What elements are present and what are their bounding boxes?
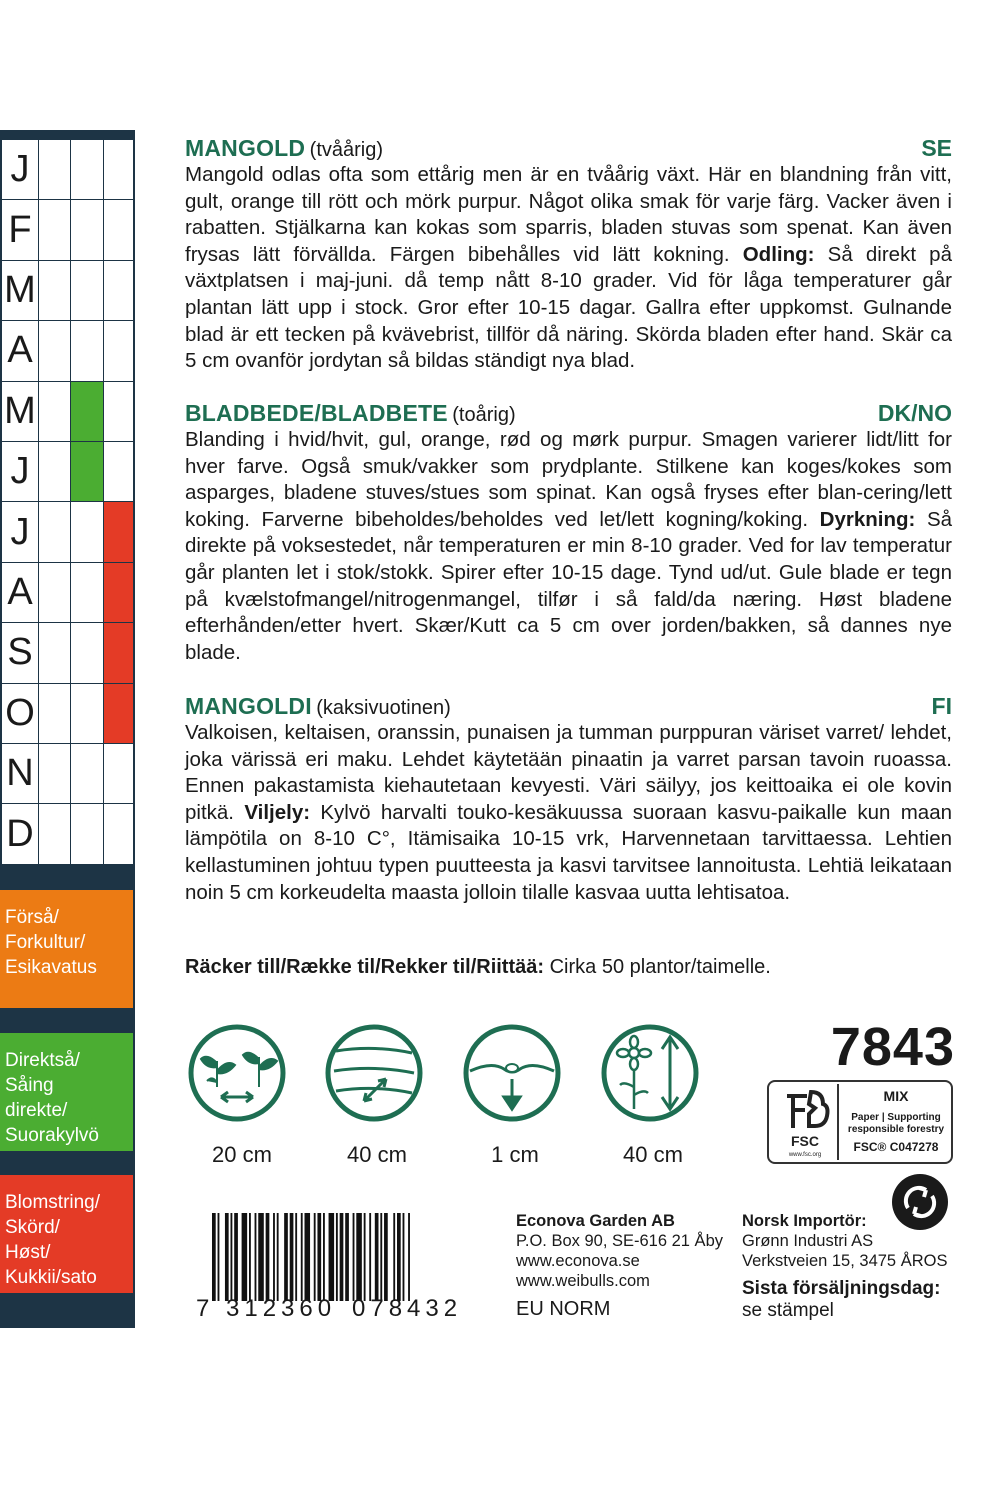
barcode-bar: [277, 1213, 279, 1301]
calendar-month-row: [2, 502, 133, 562]
calendar-cell-forsa: [38, 804, 70, 863]
calendar-cell-blomstring: [103, 261, 133, 320]
calendar-cell-blomstring: [103, 200, 133, 259]
section-body: Blanding i hvid/hvit, gul, orange, rød og mørk purpur. Smagen varierer lidt/litt for hver farve. Også smuk/vakker som prydplante. Stilkene kan koges/kokes som asparges, bladene stuves/stues som spinat. Kan også fryses efter blan-cering/lett koking. Farverne bibeholdes/beholdes ved let/lett kogning/koking. Dyrkning: Så direkte på voksestedet, når temperaturen er min 8-10 grader. Ved for lav temperatur går planten let i stok/stokk. Spirer efter 10-15 dage. Tynd ud/ut. Gule blade er tegn på kvælstofmangel/nitrogenmangel, tilfør i så fald/da næring. Høst bladene efterhånden/etter hvert. Skær/Kutt ca 5 cm over jorden/bakken, så dannes nye blade.: [185, 428, 953, 664]
legend-blomstring-line: Høst/: [5, 1242, 51, 1263]
calendar-cell-forsa: [38, 623, 70, 682]
company-address: [516, 1211, 723, 1291]
barcode-bar: [408, 1213, 410, 1301]
barcode-bar: [375, 1213, 379, 1301]
barcode-bar: [218, 1213, 220, 1301]
barcode-bar: [356, 1213, 362, 1301]
calendar-cell-blomstring: [103, 382, 133, 441]
legend-forsa-line: Forkultur/: [5, 932, 86, 953]
calendar-cell-blomstring: [103, 502, 133, 561]
barcode-bar: [234, 1213, 238, 1301]
calendar-cell-forsa: [38, 140, 70, 199]
sowing-depth-label: 1 cm: [491, 1142, 539, 1167]
calendar-month-row: [2, 140, 133, 200]
barcode-bar: [340, 1213, 344, 1301]
calendar-month-row: [2, 563, 133, 623]
company-web2: www.weibulls.com: [516, 1272, 650, 1290]
importer-street: Verkstveien 15, 3475 ÅROS: [742, 1252, 948, 1270]
calendar-cell-blomstring: [103, 684, 133, 743]
barcode-bar: [249, 1213, 251, 1301]
barcode: [196, 1213, 470, 1323]
calendar-month-row: [2, 261, 133, 321]
plant-height-label: 40 cm: [623, 1142, 683, 1167]
barcode-bar: [345, 1213, 349, 1301]
calendar-cell-blomstring: [103, 442, 133, 501]
language-code: FI: [931, 693, 952, 719]
month-letter: F: [8, 208, 32, 251]
barcode-bar: [336, 1213, 338, 1301]
calendar-cell-forsa: [38, 744, 70, 803]
calendar-cell-forsa: [38, 200, 70, 259]
plant-height-icon: [600, 1023, 700, 1123]
calendar-cell-forsa: [38, 684, 70, 743]
barcode-bar: [284, 1213, 288, 1301]
calendar-cell-direktsa: [70, 140, 103, 199]
barcode-digits-right: 078432: [352, 1295, 463, 1322]
barcode-bar: [314, 1213, 316, 1301]
calendar-cell-direktsa: [70, 261, 103, 320]
barcode-bar: [364, 1213, 366, 1301]
month-letter: M: [4, 389, 36, 432]
calendar-month-row: [2, 684, 133, 744]
section-title: BLADBEDE/BLADBETE: [185, 400, 448, 426]
barcode-digit-first: 7: [196, 1295, 211, 1322]
barcode-bar: [266, 1213, 270, 1301]
yield-label: Räcker till/Række til/Rekker til/Riittää:: [185, 956, 545, 978]
barcode-bar: [212, 1213, 216, 1301]
barcode-bar: [353, 1213, 355, 1301]
barcode-bar: [403, 1213, 405, 1301]
language-code: SE: [921, 135, 952, 161]
calendar-month-row: [2, 623, 133, 683]
section-subtitle: (tvåårig): [309, 139, 384, 161]
yield-line: [185, 956, 771, 979]
calendar-cell-forsa: [38, 382, 70, 441]
calendar-month-row: [2, 744, 133, 804]
calendar-month-row: [2, 200, 133, 260]
section-title: MANGOLDI: [185, 693, 312, 719]
legend-blomstring-line: Blomstring/: [5, 1192, 101, 1213]
product-number: 7843: [830, 1017, 955, 1077]
barcode-bar: [290, 1213, 294, 1301]
calendar-cell-direktsa: [70, 623, 103, 682]
month-letter: D: [6, 812, 34, 855]
row-spacing-label: 40 cm: [347, 1142, 407, 1167]
calendar-cell-direktsa: [70, 321, 103, 380]
sowing-depth-icon: [462, 1023, 562, 1123]
fsc-mix: MIX: [883, 1088, 909, 1104]
barcode-digits-left: 312360: [226, 1295, 337, 1322]
barcode-bar: [225, 1213, 229, 1301]
barcode-bars: [210, 1213, 470, 1301]
section-fi: [185, 693, 952, 906]
section-body: Valkoisen, keltaisen, oranssin, punaisen ja tumman purppuran väriset varret/ lehdet, joka värissä eri maku. Lehdet käytetään pinaatin ja varret parsan tavoin ruoassa. Ennen pakastamista kiehautetaan kevyesti. Väri säilyy, jos keittoaika ei ole kovin pitkä. Viljely: Kylvö harvalti touko-kesäkuussa suoraan kasvu-paikalle kun maan lämpötila on 8-10 C°, Itämisaika 10-15 vrk, Harvennetaan tarvittaessa. Lehtien kellastuminen johtuu typen puutteesta ja kasvi tarvitsee lannoitusta. Lehtiä leikataan noin 5 cm korkeudelta maasta jolloin tilalle kasvaa uutta lehtisatoa.: [185, 721, 953, 904]
last-sale-value: se stämpel: [742, 1300, 834, 1321]
barcode-bar: [295, 1213, 297, 1301]
yield-value: Cirka 50 plantor/taimelle.: [549, 956, 771, 978]
calendar-cell-direktsa: [70, 684, 103, 743]
section-title: MANGOLD: [185, 135, 306, 161]
month-letter: O: [5, 691, 35, 734]
section-subtitle: (kaksivuotinen): [316, 697, 451, 719]
calendar-cell-forsa: [38, 321, 70, 380]
legend-blomstring: [0, 1175, 133, 1293]
barcode-bar: [242, 1213, 248, 1301]
section-body: Mangold odlas ofta som ettårig men är en tvåårig växt. Här en blandning från vitt, gult, orange till rött och mörk purpur. Något olika smak för varje färg. Vacker även i rabatten. Stjälkarna kan kokas som sparris, bladen stuvas som spenat. Kan även frysas lätt förvällda. Färgen bibehålles vid lätt kokning. Odling: Så direkt på växtplatsen i maj-juni. då temp nått 8-10 grader. Vid för låga temperaturer går plantan lätt upp i stock. Gror efter 10-15 dagar. Gallra efter uppkomst. Gulnande blad är ett tecken på kvävebrist, tillför då näring. Skörda bladen efter hand. Skär ca 5 cm ovanför jordytan så bildas ständigt nya blad.: [185, 163, 952, 373]
calendar-month-row: [2, 804, 133, 864]
calendar-cell-direktsa: [70, 744, 103, 803]
barcode-bar: [317, 1213, 321, 1301]
legend-direkt-line: Direktså/: [5, 1050, 80, 1071]
section-se: [185, 135, 952, 375]
plant-spacing-icon: [187, 1023, 287, 1123]
barcode-bar: [255, 1213, 257, 1301]
company-name: Econova Garden AB: [516, 1212, 675, 1230]
fsc-logo: [767, 1080, 953, 1164]
legend-direktsa: [0, 1033, 133, 1151]
barcode-bar: [305, 1213, 311, 1301]
fsc-url: www.fsc.org: [788, 1152, 822, 1158]
calendar-cell-blomstring: [103, 321, 133, 380]
sowing-calendar: [0, 130, 135, 1328]
fsc-tree-icon: [777, 1086, 833, 1158]
month-grid: [2, 140, 133, 865]
language-code: DK/NO: [877, 400, 952, 426]
legend-forsa-line: Förså/: [5, 907, 59, 928]
legend-direkt-line: Suorakylvö: [5, 1125, 99, 1146]
plant-spacing-label: 20 cm: [212, 1142, 272, 1167]
legend-direkt-line: direkte/: [5, 1100, 68, 1121]
calendar-cell-forsa: [38, 563, 70, 622]
fsc-line1: Paper | Supporting: [851, 1112, 941, 1123]
last-sale-label: Sista försäljningsdag:: [742, 1278, 941, 1299]
last-sale-date: [742, 1278, 940, 1322]
calendar-month-row: [2, 382, 133, 442]
month-letter: J: [10, 148, 30, 191]
calendar-cell-direktsa: [70, 563, 103, 622]
legend-direkt-line: Såing: [5, 1075, 54, 1096]
calendar-cell-forsa: [38, 261, 70, 320]
fsc-code: FSC® C047278: [853, 1140, 939, 1154]
calendar-cell-forsa: [38, 502, 70, 561]
calendar-cell-direktsa: [70, 442, 103, 501]
company-web1: www.econova.se: [516, 1252, 640, 1270]
barcode-bar: [301, 1213, 303, 1301]
barcode-bar: [393, 1213, 395, 1301]
company-postal: P.O. Box 90, SE-616 21 Åby: [516, 1232, 723, 1250]
row-spacing-icon: [324, 1023, 424, 1123]
month-letter: A: [7, 329, 33, 372]
month-letter: N: [6, 752, 34, 795]
barcode-bar: [231, 1213, 233, 1301]
calendar-cell-blomstring: [103, 563, 133, 622]
calendar-cell-blomstring: [103, 804, 133, 863]
barcode-bar: [329, 1213, 335, 1301]
calendar-cell-forsa: [38, 442, 70, 501]
importer-name: Grønn Industri AS: [742, 1232, 874, 1250]
calendar-month-row: [2, 442, 133, 502]
calendar-cell-direktsa: [70, 502, 103, 561]
legend-blomstring-line: Kukkii/sato: [5, 1267, 97, 1288]
legend-blomstring-line: Skörd/: [5, 1217, 60, 1238]
legend-forsa-line: Esikavatus: [5, 957, 97, 978]
barcode-bar: [323, 1213, 325, 1301]
calendar-cell-blomstring: [103, 744, 133, 803]
calendar-cell-direktsa: [70, 804, 103, 863]
fsc-line2: responsible forestry: [847, 1124, 945, 1135]
barcode-bar: [380, 1213, 382, 1301]
calendar-month-row: [2, 321, 133, 381]
calendar-cell-blomstring: [103, 140, 133, 199]
fsc-mark-text: FSC: [791, 1133, 819, 1149]
section-subtitle: (toårig): [452, 404, 516, 426]
calendar-cell-direktsa: [70, 200, 103, 259]
eu-norm: EU NORM: [516, 1298, 611, 1320]
legend-forsa: [0, 890, 133, 1008]
month-letter: J: [10, 450, 30, 493]
month-letter: J: [10, 510, 30, 553]
barcode-bar: [369, 1213, 371, 1301]
barcode-bar: [397, 1213, 401, 1301]
barcode-bar: [273, 1213, 275, 1301]
month-letter: A: [7, 570, 33, 613]
importer-label: Norsk Importör:: [742, 1212, 867, 1230]
month-letter: S: [7, 631, 33, 674]
barcode-bar: [258, 1213, 264, 1301]
calendar-cell-direktsa: [70, 382, 103, 441]
section-dk-no: [185, 400, 952, 666]
month-letter: M: [4, 268, 36, 311]
barcode-bar: [384, 1213, 388, 1301]
importer-address: [742, 1211, 947, 1271]
calendar-cell-blomstring: [103, 623, 133, 682]
